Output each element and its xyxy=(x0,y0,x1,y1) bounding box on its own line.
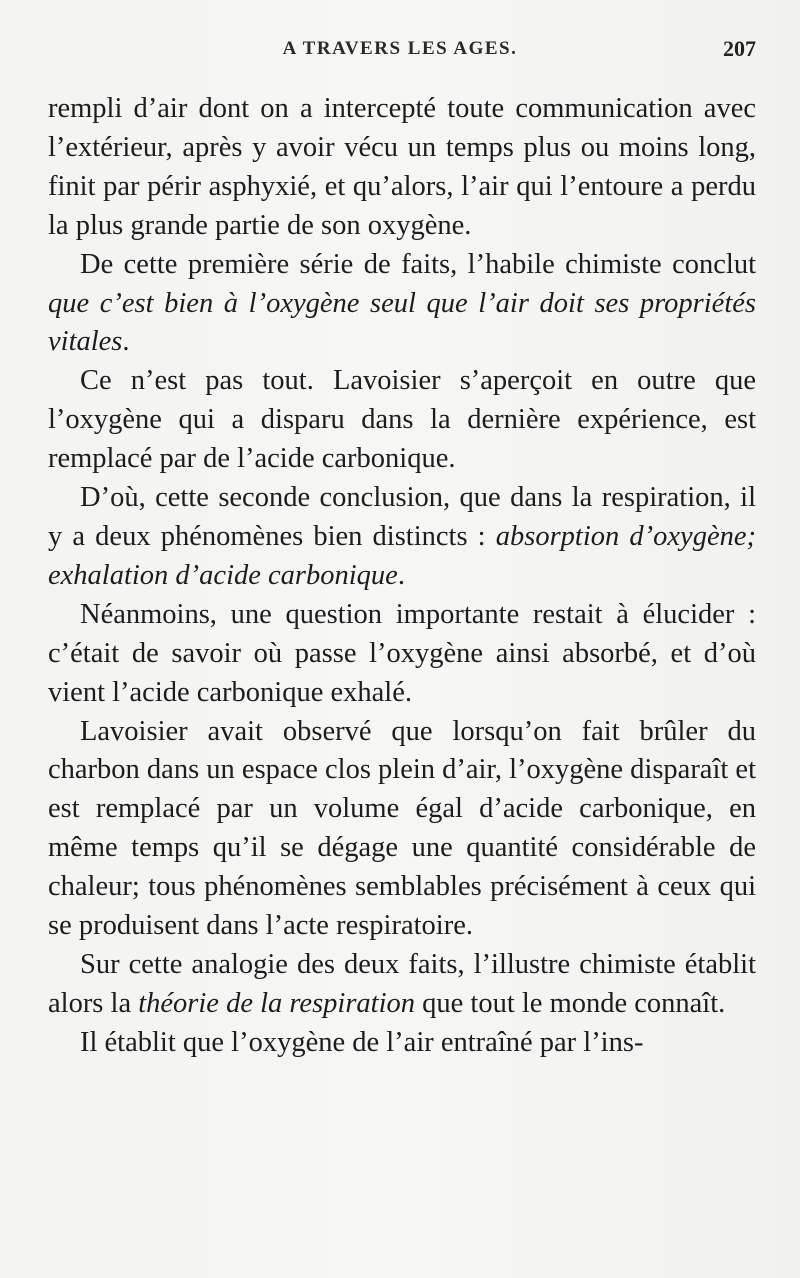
text-run: rempli d’air dont on a intercepté toute communication avec l’extérieur, après y avoir vécu un temps plus ou moins long, finit par périr asphyxié, et qu’alors, l’air qui l’entoure a perdu la plus grande partie de son oxygène. xyxy=(48,93,756,241)
running-title: A TRAVERS LES AGES. xyxy=(282,38,518,59)
paragraph-7 xyxy=(48,946,756,1024)
paragraph-6 xyxy=(48,713,756,946)
paragraph-4 xyxy=(48,479,756,596)
text-run: Lavoisier avait observé que lorsqu’on fait brûler du charbon dans un espace clos plein d’air, l’oxygène disparaît et est remplacé par un volume égal d’acide carbonique, en même temps qu’il se dégage une quantité considérable de chaleur; tous phénomènes semblables précisément à ceux qui se produisent dans l’acte respiratoire. xyxy=(48,715,756,942)
text-run: . xyxy=(122,326,130,358)
paragraph-1 xyxy=(48,90,756,246)
paragraph-5 xyxy=(48,596,756,713)
running-head xyxy=(0,38,800,74)
text-run: D’où, cette seconde conclusion, que dans la respiration, il y a deux phénomènes bien distincts : xyxy=(48,482,756,552)
italic-run: absorption d’oxygène; exhalation d’acide carbonique xyxy=(48,520,756,591)
page-number: 207 xyxy=(723,36,756,61)
text-run: Sur cette analogie des deux faits, l’illustre chimiste établit alors la xyxy=(48,948,756,1019)
text-run: Néanmoins, une question importante restait à élucider : c’était de savoir où passe l’oxygène ainsi absorbé, et d’où vient l’acide carbonique exhalé. xyxy=(48,598,756,708)
italic-run: que c’est bien à l’oxygène seul que l’air doit ses propriétés vitales xyxy=(48,287,756,358)
paragraph-3 xyxy=(48,362,756,479)
text-run: Il établit que l’oxygène de l’air entraîné par l’ins- xyxy=(80,1026,644,1058)
text-run: . xyxy=(397,559,405,591)
text-run: Ce n’est pas tout. Lavoisier s’aperçoit en outre que l’oxygène qui a disparu dans la dernière expérience, est remplacé par de l’acide carbonique. xyxy=(48,365,756,475)
body-text xyxy=(48,90,756,1063)
text-run: De cette première série de faits, l’habile chimiste conclut xyxy=(80,248,756,280)
italic-run: théorie de la respiration xyxy=(138,987,416,1019)
paragraph-2 xyxy=(48,246,756,363)
paragraph-8 xyxy=(48,1024,756,1063)
text-run: que tout le monde connaît. xyxy=(415,987,726,1019)
